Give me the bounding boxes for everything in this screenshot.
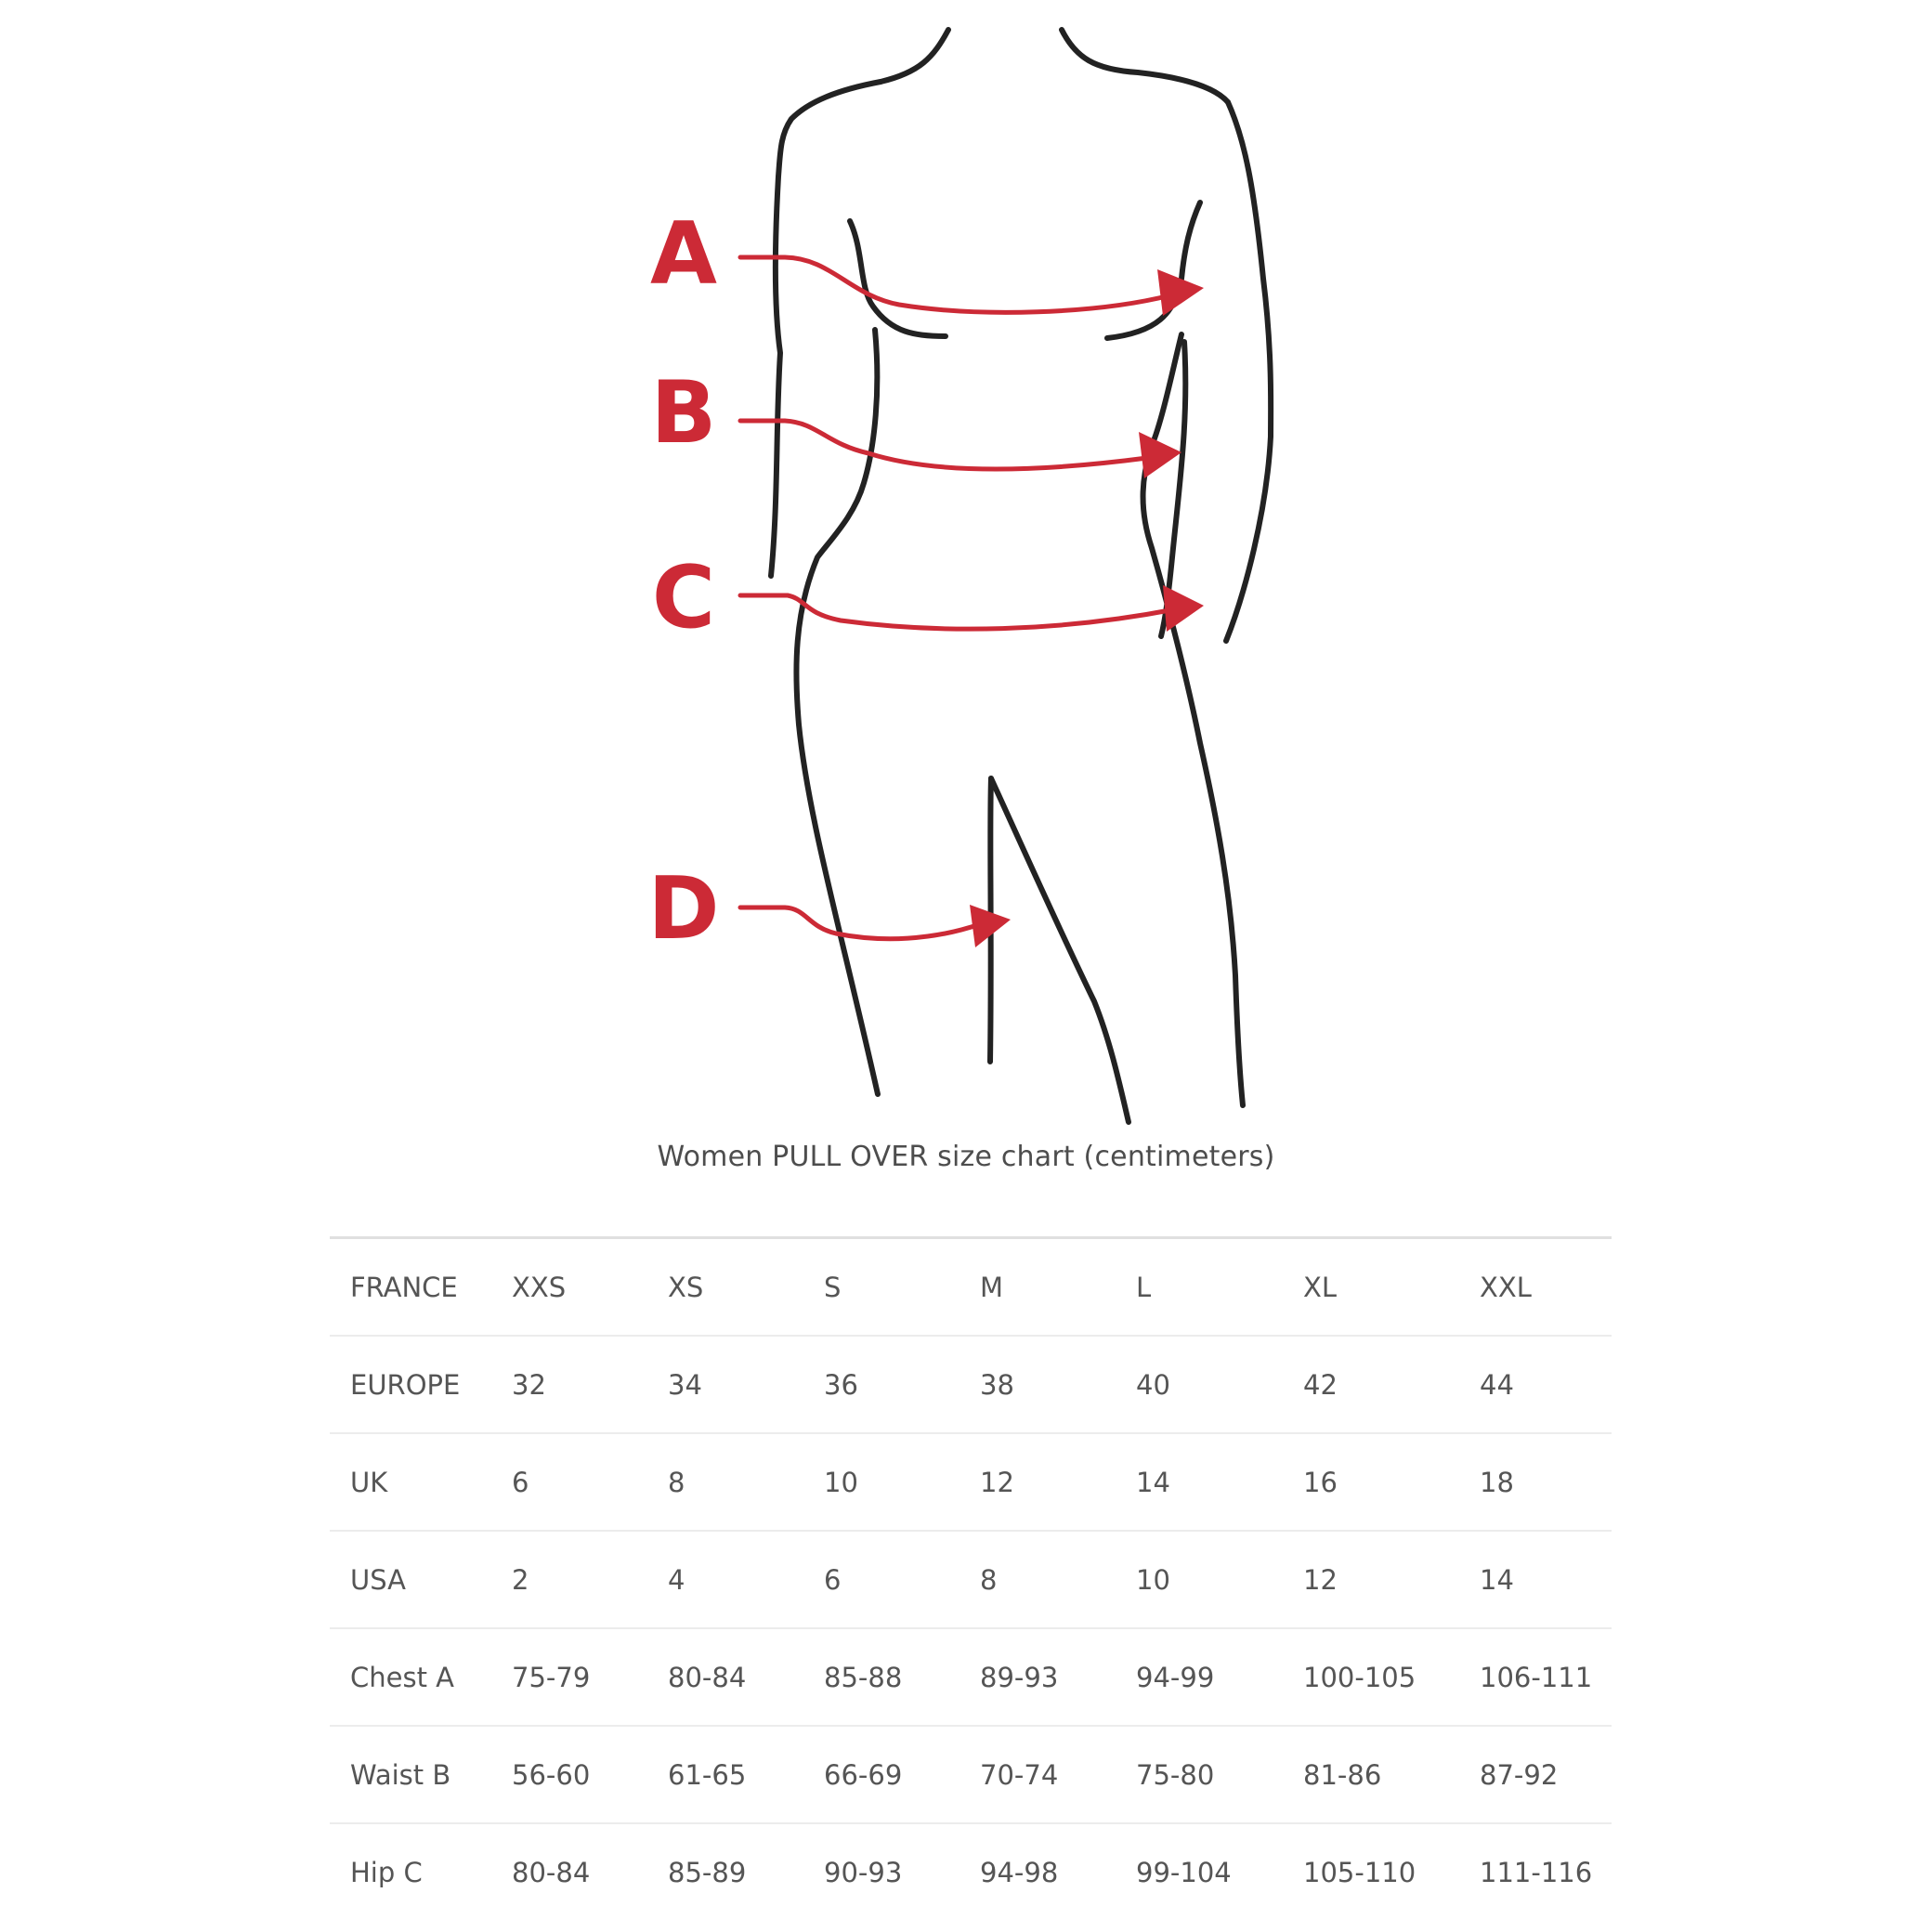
arrow-heads [970, 269, 1204, 947]
table-cell: 18 [1480, 1433, 1612, 1531]
table-row [330, 1433, 1612, 1531]
table-cell: 66-69 [824, 1726, 980, 1823]
table-row [330, 1823, 1612, 1920]
table-cell: 94-99 [1136, 1628, 1303, 1726]
table-cell: XXL [1480, 1238, 1612, 1337]
size-table-container [330, 1236, 1612, 1920]
thigh-marker-label: D [647, 858, 720, 959]
table-cell: 10 [824, 1433, 980, 1531]
left-bust-line [850, 221, 946, 336]
row-label-uk: UK [330, 1433, 512, 1531]
size-chart-caption: Women PULL OVER size chart (centimeters) [657, 1141, 1275, 1173]
right-bust-line [1107, 202, 1200, 338]
table-cell: 8 [668, 1433, 824, 1531]
waist-marker-label: B [650, 362, 717, 463]
table-cell: 80-84 [668, 1628, 824, 1726]
table-cell: 80-84 [512, 1856, 591, 1888]
row-label-chest: Chest A [330, 1628, 512, 1726]
inner-leg-right-line [991, 778, 1129, 1122]
table-cell: 87-92 [1480, 1726, 1612, 1823]
table-cell: 12 [1303, 1531, 1480, 1628]
table-cell: 75-80 [1136, 1726, 1303, 1823]
table-cell: 8 [980, 1531, 1136, 1628]
table-cell: 105-110 [1303, 1856, 1416, 1888]
row-label-waist: Waist B [330, 1726, 512, 1823]
table-cell: 2 [512, 1531, 668, 1628]
table-cell: M [980, 1238, 1136, 1337]
table-cell: 36 [824, 1336, 980, 1433]
neck-left-line [881, 30, 948, 82]
table-cell: XS [668, 1238, 824, 1337]
left-shoulder-arm-line [771, 82, 881, 576]
table-cell: 56-60 [512, 1726, 668, 1823]
table-cell: 90-93 [824, 1856, 903, 1888]
neck-right-line [1062, 30, 1228, 102]
row-label-hip: Hip C [350, 1856, 423, 1888]
table-cell: 6 [824, 1531, 980, 1628]
table-cell: 75-79 [512, 1628, 668, 1726]
hip-arrow-head [1163, 585, 1204, 632]
table-cell: 10 [1136, 1531, 1303, 1628]
table-cell: 44 [1480, 1336, 1612, 1433]
table-row [330, 1238, 1612, 1337]
table-row [330, 1531, 1612, 1628]
table-row [330, 1628, 1612, 1726]
table-cell: XXS [512, 1238, 668, 1337]
table-cell: 106-111 [1480, 1628, 1612, 1726]
row-label-france: FRANCE [330, 1238, 512, 1337]
row-label-europe: EUROPE [330, 1336, 512, 1433]
table-cell: 111-116 [1480, 1856, 1593, 1888]
row-label-usa: USA [330, 1531, 512, 1628]
table-cell: 40 [1136, 1336, 1303, 1433]
table-cell: 42 [1303, 1336, 1480, 1433]
table-cell: S [824, 1238, 980, 1337]
waist-arrow-line [740, 421, 1147, 469]
table-cell: 12 [980, 1433, 1136, 1531]
waist-arrow-head [1139, 432, 1181, 478]
table-row [330, 1336, 1612, 1433]
table-cell: 4 [668, 1531, 824, 1628]
table-cell: 16 [1303, 1433, 1480, 1531]
chest-marker-label: A [650, 203, 717, 304]
table-cell: 34 [668, 1336, 824, 1433]
table-cell: 85-88 [824, 1628, 980, 1726]
table-cell: XL [1303, 1238, 1480, 1337]
chest-arrow-line [740, 257, 1170, 312]
table-cell: 85-89 [668, 1856, 747, 1888]
hip-marker-label: C [651, 547, 716, 647]
thigh-arrow-line [740, 907, 980, 939]
table-cell: L [1136, 1238, 1303, 1337]
table-cell: 100-105 [1303, 1628, 1480, 1726]
table-cell: 70-74 [980, 1726, 1136, 1823]
table-row [330, 1726, 1612, 1823]
table-cell: 94-98 [980, 1856, 1059, 1888]
size-table-body [330, 1238, 1612, 1921]
table-cell: 99-104 [1136, 1856, 1232, 1888]
table-cell: 81-86 [1303, 1726, 1480, 1823]
table-cell: 89-93 [980, 1628, 1136, 1726]
table-cell: 38 [980, 1336, 1136, 1433]
table-cell: 14 [1480, 1531, 1612, 1628]
table-cell: 14 [1136, 1433, 1303, 1531]
size-table [330, 1236, 1612, 1920]
table-cell: 32 [512, 1336, 668, 1433]
body-outline [771, 30, 1271, 1122]
table-cell: 6 [512, 1433, 668, 1531]
right-arm-outer-line [1226, 102, 1271, 641]
table-cell: 61-65 [668, 1726, 824, 1823]
